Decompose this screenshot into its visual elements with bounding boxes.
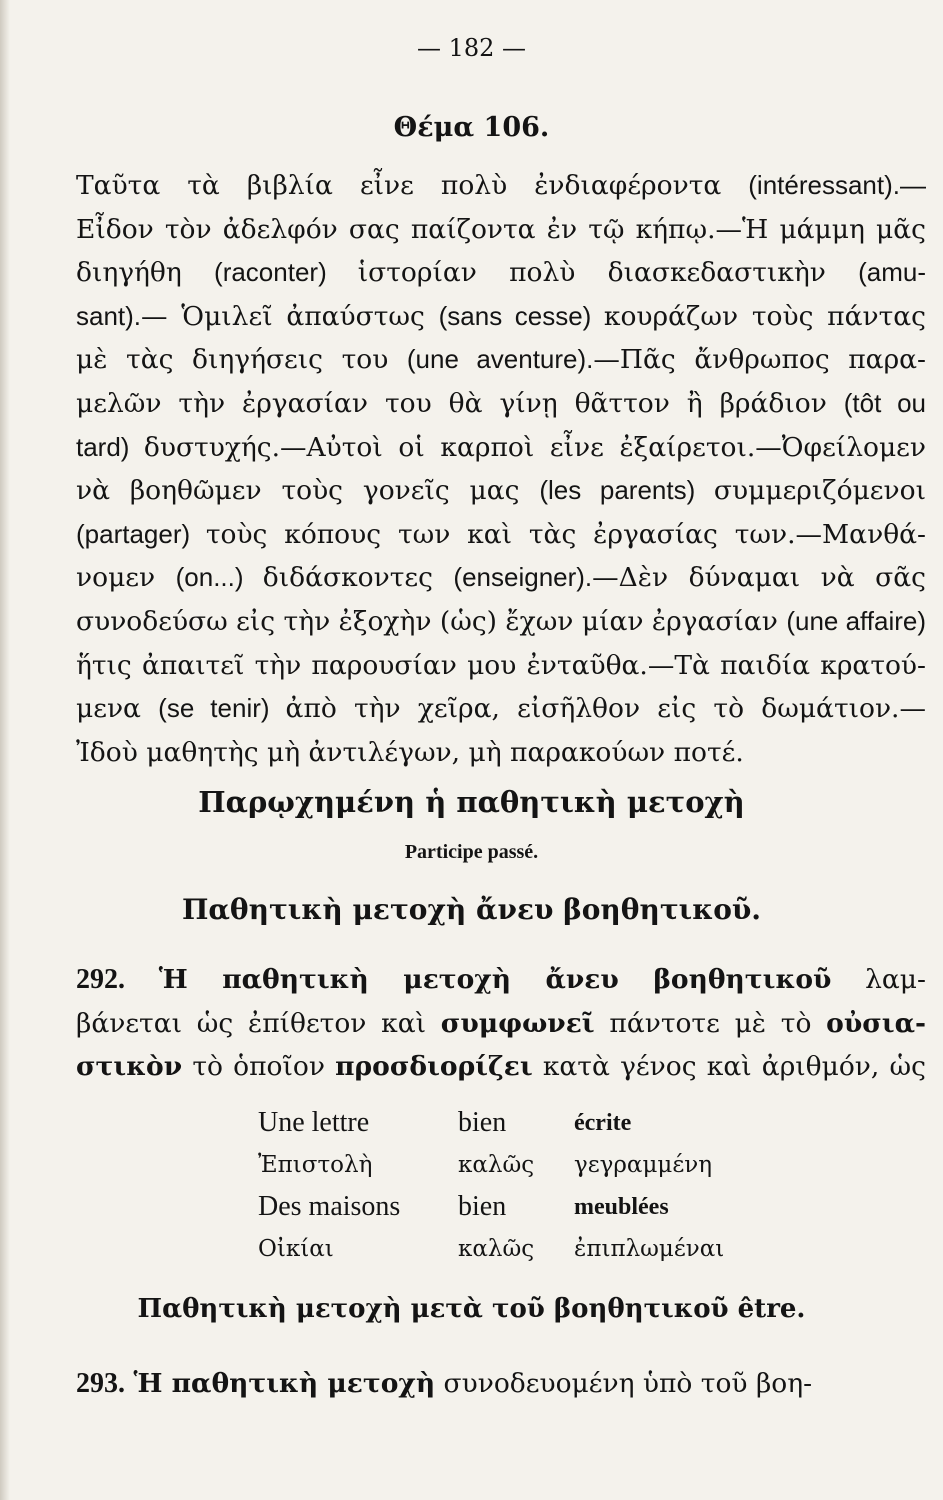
section-heading-greek: Παρῳχημένη ἡ παθητικὴ μετοχὴ [198, 785, 745, 819]
exercise-line: tard) δυστυχής.—Αὐτοὶ οἱ καρποὶ εἶνε ἐξαίρετοι.—Ὀφείλομεν [76, 431, 926, 463]
rule-292-line-1: 292. Ἡ παθητικὴ μετοχὴ ἄνευ βοηθητικοῦ λαμ- [76, 964, 926, 995]
exercise-line: μὲ τὰς διηγήσεις του (une aventure).—Πᾶς ἄνθρωπος παρα- [76, 344, 926, 376]
exercise-line: μελῶν τὴν ἐργασίαν του θὰ γίνῃ θᾶττον ἢ βράδιον (tôt ou [76, 387, 926, 419]
example-row [258, 1102, 918, 1144]
rule-293-line-1: 293. Ἡ παθητικὴ μετοχὴ συνοδευομένη ὑπὸ τοῦ βοη- [76, 1368, 813, 1399]
rule-292-line-2: βάνεται ὡς ἐπίθετον καὶ συμφωνεῖ πάντοτε μὲ τὸ οὐσια- [76, 1007, 926, 1039]
page-number: — 182 — [416, 34, 527, 62]
exercise-title: Θέμα 106. [393, 112, 550, 143]
example-cell: bien [458, 1191, 507, 1222]
rule-292 [76, 958, 926, 1089]
exercise-line: μενα (se tenir) ἀπὸ τὴν χεῖρα, εἰσῆλθον εἰς τὸ δωμάτιον.— [76, 693, 926, 725]
exercise-paragraph [76, 164, 926, 774]
exercise-line: sant).— Ὁμιλεῖ ἀπαύστως (sans cesse) κουράζων τοὺς πάντας [76, 300, 926, 332]
example-cell: bien [458, 1107, 507, 1138]
example-cell: Une lettre [258, 1107, 370, 1138]
example-cell: écrite [574, 1110, 632, 1136]
example-cell: Des maisons [258, 1191, 401, 1222]
section-heading-french: Participe passé. [404, 841, 539, 863]
rule-293 [76, 1362, 926, 1406]
exercise-line: νὰ βοηθῶμεν τοὺς γονεῖς μας (les parents) συμμεριζόμενοι [76, 475, 926, 507]
rule-number: 293. [76, 1368, 125, 1399]
rule-number: 292. [76, 964, 125, 995]
example-cell: meublées [574, 1194, 669, 1220]
exercise-line: Ταῦτα τὰ βιβλία εἶνε πολὺ ἐνδιαφέροντα (intéressant).— [76, 170, 926, 201]
example-cell: καλῶς [458, 1236, 535, 1262]
example-row [258, 1144, 918, 1186]
example-cell: Οἰκίαι [258, 1236, 334, 1262]
exercise-line: Ἰδοὺ μαθητὴς μὴ ἀντιλέγων, μὴ παρακούων ποτέ. [76, 736, 744, 768]
example-table [258, 1102, 918, 1270]
example-cell: καλῶς [458, 1152, 535, 1178]
exercise-line: (partager) τοὺς κόπους των καὶ τὰς ἐργασίας των.—Μανθά- [76, 518, 926, 550]
example-row [258, 1186, 918, 1228]
exercise-line: νομεν (on...) διδάσκοντες (enseigner).—Δὲν δύναμαι νὰ σᾶς [76, 562, 926, 594]
exercise-line: Εἶδον τὸν ἀδελφόν σας παίζοντα ἐν τῷ κήπῳ.—Ἡ μάμμη μᾶς [76, 213, 926, 245]
example-cell: ἐπιπλωμέναι [574, 1236, 725, 1262]
example-cell: γεγραμμένη [574, 1152, 713, 1178]
exercise-line: διηγήθη (raconter) ἱστορίαν πολὺ διασκεδαστικὴν (amu- [76, 257, 926, 289]
subsection-heading-2: Παθητικὴ μετοχὴ μετὰ τοῦ βοηθητικοῦ être. [137, 1294, 806, 1324]
exercise-line: ἥτις ἀπαιτεῖ τὴν παρουσίαν μου ἐνταῦθα.—Τὰ παιδία κρατού- [76, 649, 926, 681]
example-cell: Ἐπιστολὴ [258, 1152, 373, 1178]
binding-edge [0, 0, 10, 1500]
rule-292-line-3: στικὸν τὸ ὁποῖον προσδιορίζει κατὰ γένος καὶ ἀριθμόν, ὡς [76, 1051, 926, 1083]
exercise-line: συνοδεύσω εἰς τὴν ἐξοχὴν (ὡς) ἔχων μίαν ἐργασίαν (une affaire) [76, 605, 926, 637]
example-row [258, 1228, 918, 1270]
subsection-heading: Παθητικὴ μετοχὴ ἄνευ βοηθητικοῦ. [181, 893, 762, 926]
